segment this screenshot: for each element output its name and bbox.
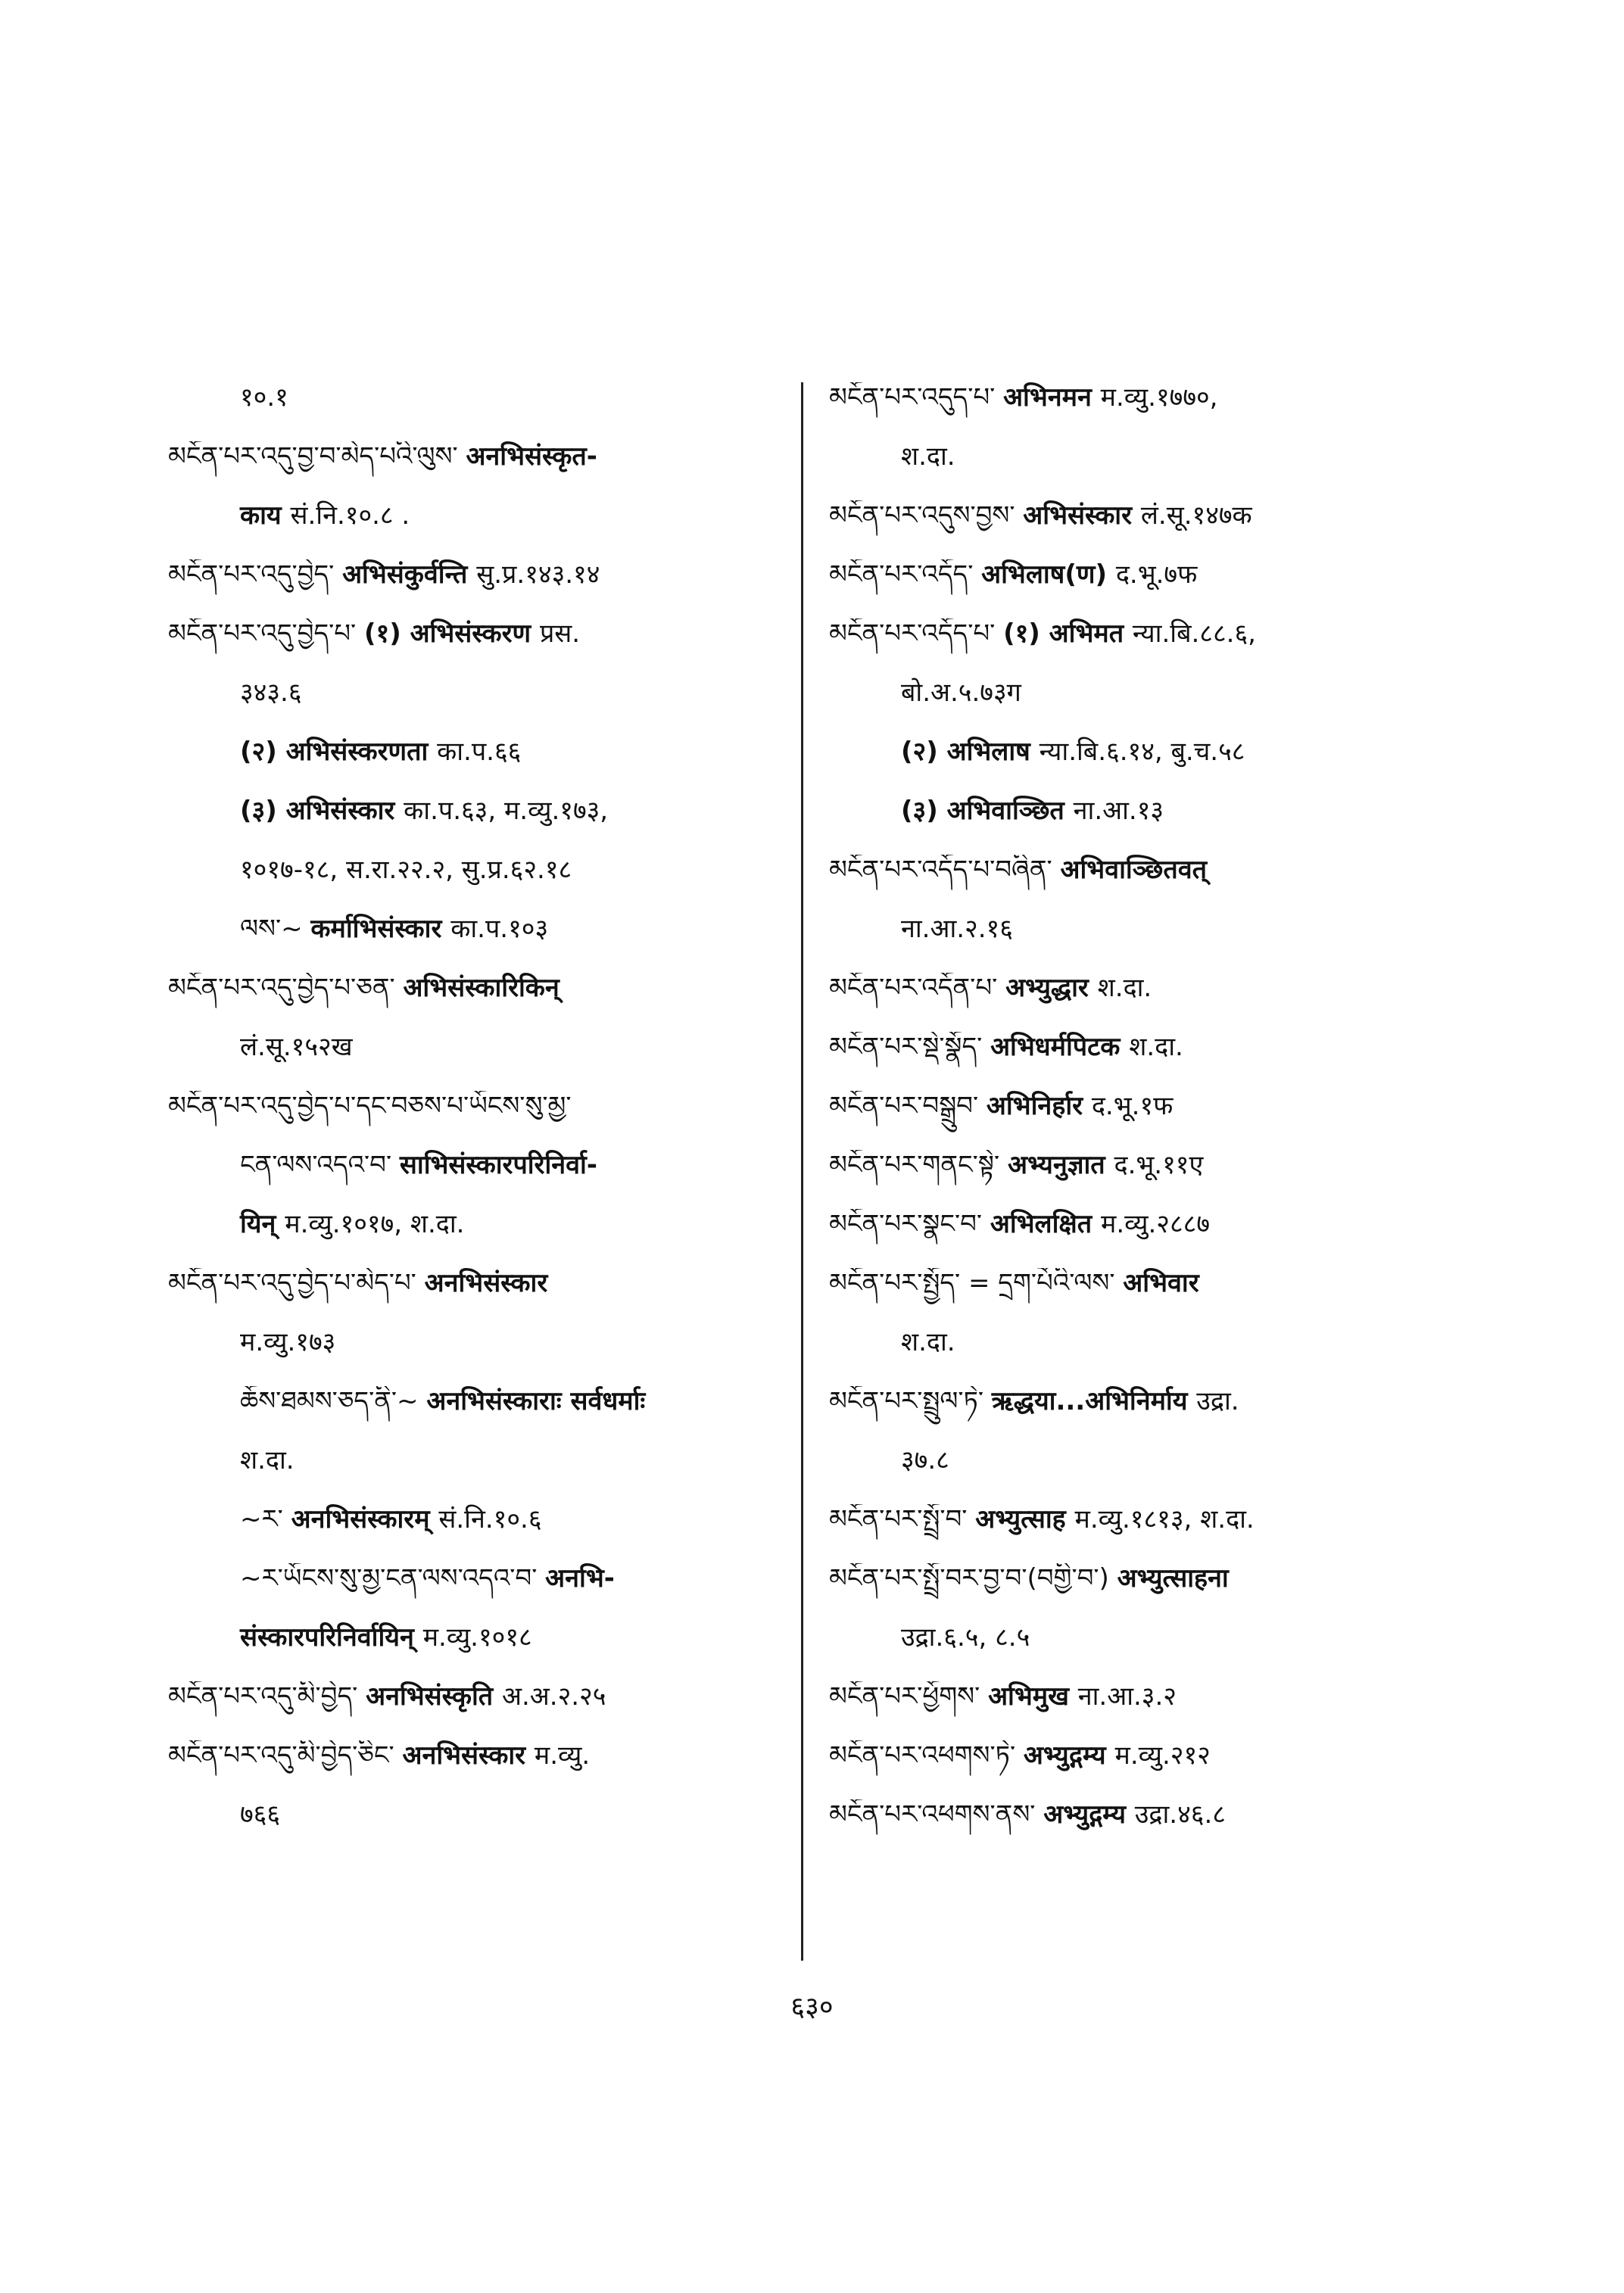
source-reference: न्या.बि.६.१४, बु.च.५८ bbox=[1039, 737, 1245, 767]
source-reference: म.व्यु.२८८७ bbox=[1101, 1209, 1211, 1239]
tibetan-term: མངོན་པར་འདུ་བྱེད་པ་དང་བཅས་པ་ཡོངས་སུ་མྱ་ bbox=[168, 1091, 572, 1121]
source-reference: म.व्यु.१८१३, श.दा. bbox=[1074, 1504, 1255, 1534]
source-reference: प्रस. bbox=[539, 618, 581, 649]
source-reference: म.व्यु.१७३ bbox=[240, 1327, 336, 1357]
source-reference: ना.आ.२.१६ bbox=[901, 914, 1013, 944]
sanskrit-term: अभिवाञ्छितवत् bbox=[1060, 855, 1207, 885]
tibetan-term: མངོན་པར་འདུ་བྱེད་པ་ bbox=[168, 618, 365, 649]
sanskrit-term: अनभिसंस्कार bbox=[402, 1740, 535, 1771]
sanskrit-term: अभ्युत्साहना bbox=[1117, 1563, 1229, 1594]
entry-line bbox=[168, 441, 789, 500]
tibetan-term: ལས་~ bbox=[240, 914, 311, 944]
sanskrit-term: (१) अभिमत bbox=[1003, 618, 1133, 649]
entry-line bbox=[829, 678, 1442, 737]
tibetan-term: མངོན་པར་འདུ་མི་བྱེད་ཅིང་ bbox=[168, 1740, 403, 1771]
source-reference: म.व्यु.१०१८ bbox=[422, 1622, 532, 1653]
entry-line bbox=[168, 1504, 789, 1563]
entry-line bbox=[829, 382, 1442, 441]
source-reference: ३४३.६ bbox=[240, 678, 302, 708]
source-reference: सु.प्र.१४३.१४ bbox=[476, 559, 600, 590]
tibetan-term: མངོན་པར་འདོད་ bbox=[829, 559, 982, 590]
source-reference: श.दा. bbox=[901, 441, 955, 472]
entry-line bbox=[829, 1622, 1442, 1681]
entry-line bbox=[829, 1327, 1442, 1386]
entry-line bbox=[829, 1563, 1442, 1622]
column-divider bbox=[801, 382, 803, 1961]
source-reference: म.व्यु.१०१७, श.दा. bbox=[285, 1209, 465, 1239]
sanskrit-term: अभिवार bbox=[1123, 1268, 1199, 1298]
entry-line bbox=[168, 1032, 789, 1091]
entry-line bbox=[168, 1563, 789, 1622]
entry-line bbox=[829, 1268, 1442, 1327]
entry-line bbox=[829, 1504, 1442, 1563]
tibetan-term: ~ར་ཡོངས་སུ་མྱ་ངན་ལས་འདའ་བ་ bbox=[240, 1563, 546, 1594]
source-reference: सं.नि.१०.८ . bbox=[290, 500, 410, 531]
source-reference: द.भू.७फ bbox=[1115, 559, 1198, 590]
source-reference: द.भू.१फ bbox=[1091, 1091, 1174, 1121]
source-reference: द.भू.११ए bbox=[1114, 1150, 1204, 1180]
entry-line bbox=[829, 796, 1442, 855]
source-reference: श.दा. bbox=[240, 1445, 295, 1475]
entry-line bbox=[168, 855, 789, 914]
tibetan-term: མངོན་པར་སྡེ་སྣོད་ bbox=[829, 1032, 991, 1062]
tibetan-term: མངོན་པར་འདོད་པ་ bbox=[829, 618, 1004, 649]
entry-line bbox=[168, 500, 789, 559]
entry-line bbox=[829, 914, 1442, 973]
entry-line bbox=[829, 1740, 1442, 1799]
entry-line bbox=[829, 1032, 1442, 1091]
source-reference: ३७.८ bbox=[901, 1445, 949, 1475]
entry-line bbox=[829, 1681, 1442, 1740]
entry-line bbox=[829, 1091, 1442, 1150]
entry-line bbox=[168, 1209, 789, 1268]
sanskrit-term: अभिलक्षित bbox=[990, 1209, 1102, 1239]
sanskrit-term: अभिनमन bbox=[1003, 382, 1101, 413]
tibetan-term: མངོན་པར་འཕགས་ཏེ་ bbox=[829, 1740, 1024, 1771]
source-reference: म.व्यु. bbox=[534, 1740, 591, 1771]
source-reference: ना.आ.३.२ bbox=[1077, 1681, 1177, 1712]
tibetan-term: མངོན་པར་འདུད་པ་ bbox=[829, 382, 1004, 413]
entry-line bbox=[829, 1799, 1442, 1858]
right-column bbox=[829, 382, 1442, 1858]
tibetan-term: མངོན་པར་སྤྲུལ་ཏེ་ bbox=[829, 1386, 992, 1416]
sanskrit-term: अभ्युद्गम्य bbox=[1023, 1740, 1115, 1771]
entry-line bbox=[168, 1445, 789, 1504]
entry-line bbox=[829, 441, 1442, 500]
tibetan-term: མངོན་པར་སྤྱོད་ = དྲག་པོའི་ལས་ bbox=[829, 1268, 1124, 1298]
entry-line bbox=[829, 973, 1442, 1032]
sanskrit-term: अभ्यनुज्ञात bbox=[1008, 1150, 1114, 1180]
sanskrit-term: (२) अभिसंस्करणता bbox=[240, 737, 438, 767]
sanskrit-term: (२) अभिलाष bbox=[901, 737, 1040, 767]
sanskrit-term: अभिधर्मपिटक bbox=[990, 1032, 1130, 1062]
sanskrit-term: अभिमुख bbox=[988, 1681, 1078, 1712]
source-reference: लं.सू.१५२ख bbox=[240, 1032, 353, 1062]
tibetan-term: མངོན་པར་འདུ་བྱེད་པ་ཅན་ bbox=[168, 973, 404, 1003]
entry-line bbox=[168, 382, 789, 441]
tibetan-term: མངོན་པར་གནང་སྟེ་ bbox=[829, 1150, 1008, 1180]
source-reference: श.दा. bbox=[1129, 1032, 1183, 1062]
entry-line bbox=[168, 973, 789, 1032]
entry-line bbox=[168, 1799, 789, 1858]
tibetan-term: མངོན་པར་འདུས་བྱས་ bbox=[829, 500, 1024, 531]
source-reference: १०१७-१८, स.रा.२२.२, सु.प्र.६२.१८ bbox=[240, 855, 572, 885]
source-reference: उद्रा.६.५, ८.५ bbox=[901, 1622, 1030, 1653]
sanskrit-term: अनभि- bbox=[545, 1563, 615, 1594]
sanskrit-term: कर्माभिसंस्कार bbox=[310, 914, 451, 944]
entry-line bbox=[829, 500, 1442, 559]
source-reference: ७६६ bbox=[240, 1799, 281, 1830]
sanskrit-term: काय bbox=[240, 500, 291, 531]
source-reference: १०.१ bbox=[240, 382, 288, 413]
entry-line bbox=[168, 618, 789, 678]
sanskrit-term: यिन् bbox=[240, 1209, 285, 1239]
entry-line bbox=[168, 559, 789, 618]
sanskrit-term: अनभिसंस्कार bbox=[424, 1268, 548, 1298]
entry-line bbox=[168, 1681, 789, 1740]
entry-line bbox=[168, 678, 789, 737]
source-reference: उद्रा.४६.८ bbox=[1134, 1799, 1226, 1830]
sanskrit-term: अनभिसंस्कृत- bbox=[466, 441, 597, 472]
source-reference: उद्रा. bbox=[1196, 1386, 1239, 1416]
sanskrit-term: संस्कारपरिनिर्वायिन् bbox=[240, 1622, 423, 1653]
source-reference: सं.नि.१०.६ bbox=[438, 1504, 542, 1534]
tibetan-term: མངོན་པར་འདོན་པ་ bbox=[829, 973, 1006, 1003]
source-reference: लं.सू.१४७क bbox=[1140, 500, 1252, 531]
sanskrit-term: अनभिसंस्काराः सर्वधर्माः bbox=[426, 1386, 646, 1416]
entry-line bbox=[168, 1386, 789, 1445]
entry-line bbox=[168, 1327, 789, 1386]
source-reference: ना.आ.१३ bbox=[1073, 796, 1164, 826]
entry-line bbox=[168, 796, 789, 855]
sanskrit-term: अभिनिर्हार bbox=[986, 1091, 1092, 1121]
source-reference: न्या.बि.८८.६, bbox=[1132, 618, 1256, 649]
entry-line bbox=[829, 559, 1442, 618]
left-column bbox=[168, 382, 789, 1858]
source-reference: का.प.१०३ bbox=[450, 914, 549, 944]
entry-line bbox=[168, 914, 789, 973]
sanskrit-term: अभिसंकुर्वन्ति bbox=[342, 559, 477, 590]
sanskrit-term: ऋद्धया...अभिनिर्माय bbox=[991, 1386, 1197, 1416]
entry-line bbox=[829, 737, 1442, 796]
sanskrit-term: अनभिसंस्कारम् bbox=[291, 1504, 439, 1534]
tibetan-term: མངོན་པར་འདུ་བྱ་བ་མེད་པའི་ལུས་ bbox=[168, 441, 466, 472]
source-reference: अ.अ.२.२५ bbox=[502, 1681, 606, 1712]
source-reference: श.दा. bbox=[901, 1327, 955, 1357]
tibetan-term: མངོན་པར་འདུ་མི་བྱེད་ bbox=[168, 1681, 366, 1712]
sanskrit-term: अभ्युत्साह bbox=[975, 1504, 1075, 1534]
entry-line bbox=[829, 1209, 1442, 1268]
sanskrit-term: अभ्युद्धार bbox=[1005, 973, 1098, 1003]
sanskrit-term: साभिसंस्कारपरिनिर्वा- bbox=[399, 1150, 597, 1180]
sanskrit-term: अभ्युद्गम्य bbox=[1043, 1799, 1135, 1830]
entry-line bbox=[829, 855, 1442, 914]
tibetan-term: མངོན་པར་བསྒྲུབ་ bbox=[829, 1091, 987, 1121]
entry-line bbox=[168, 1740, 789, 1799]
sanskrit-term: अनभिसंस्कृति bbox=[366, 1681, 502, 1712]
source-reference: का.प.६३, म.व्यु.१७३, bbox=[404, 796, 609, 826]
source-reference: म.व्यु.२१२ bbox=[1114, 1740, 1211, 1771]
tibetan-term: མངོན་པར་སྤྲོ་བ་ bbox=[829, 1504, 976, 1534]
page-number: ६३० bbox=[790, 1992, 834, 2023]
tibetan-term: མངོན་པར་འདུ་བྱེད་པ་མེད་པ་ bbox=[168, 1268, 425, 1298]
entry-line bbox=[168, 737, 789, 796]
entry-line bbox=[168, 1622, 789, 1681]
source-reference: श.दा. bbox=[1097, 973, 1152, 1003]
tibetan-term: མངོན་པར་ཕྱོགས་ bbox=[829, 1681, 989, 1712]
sanskrit-term: अभिसंस्कारिकिन् bbox=[403, 973, 560, 1003]
tibetan-term: མངོན་པར་འཕགས་ནས་ bbox=[829, 1799, 1044, 1830]
entry-line bbox=[168, 1091, 789, 1150]
entry-line bbox=[829, 1445, 1442, 1504]
tibetan-term: མངོན་པར་སྤྲོ་བར་བྱ་བ་(བགྱི་བ་) bbox=[829, 1563, 1117, 1594]
entry-line bbox=[829, 1150, 1442, 1209]
tibetan-term: མངོན་པར་སྣང་བ་ bbox=[829, 1209, 990, 1239]
tibetan-term: ངན་ལས་འདའ་བ་ bbox=[240, 1150, 400, 1180]
tibetan-term: མངོན་པར་འདུ་བྱེད་ bbox=[168, 559, 343, 590]
tibetan-term: མངོན་པར་འདོད་པ་བཞིན་ bbox=[829, 855, 1061, 885]
entry-line bbox=[168, 1268, 789, 1327]
source-reference: बो.अ.५.७३ग bbox=[901, 678, 1021, 708]
entry-line bbox=[168, 1150, 789, 1209]
sanskrit-term: (१) अभिसंस्करण bbox=[364, 618, 540, 649]
source-reference: म.व्यु.१७७०, bbox=[1100, 382, 1218, 413]
sanskrit-term: अभिलाष(ण) bbox=[981, 559, 1116, 590]
source-reference: का.प.६६ bbox=[437, 737, 522, 767]
sanskrit-term: अभिसंस्कार bbox=[1023, 500, 1141, 531]
entry-line bbox=[829, 618, 1442, 678]
sanskrit-term: (३) अभिसंस्कार bbox=[240, 796, 404, 826]
tibetan-term: ~ར་ bbox=[240, 1504, 291, 1534]
entry-line bbox=[829, 1386, 1442, 1445]
tibetan-term: ཆོས་ཐམས་ཅད་ནི་~ bbox=[240, 1386, 427, 1416]
sanskrit-term: (३) अभिवाञ्छित bbox=[901, 796, 1074, 826]
